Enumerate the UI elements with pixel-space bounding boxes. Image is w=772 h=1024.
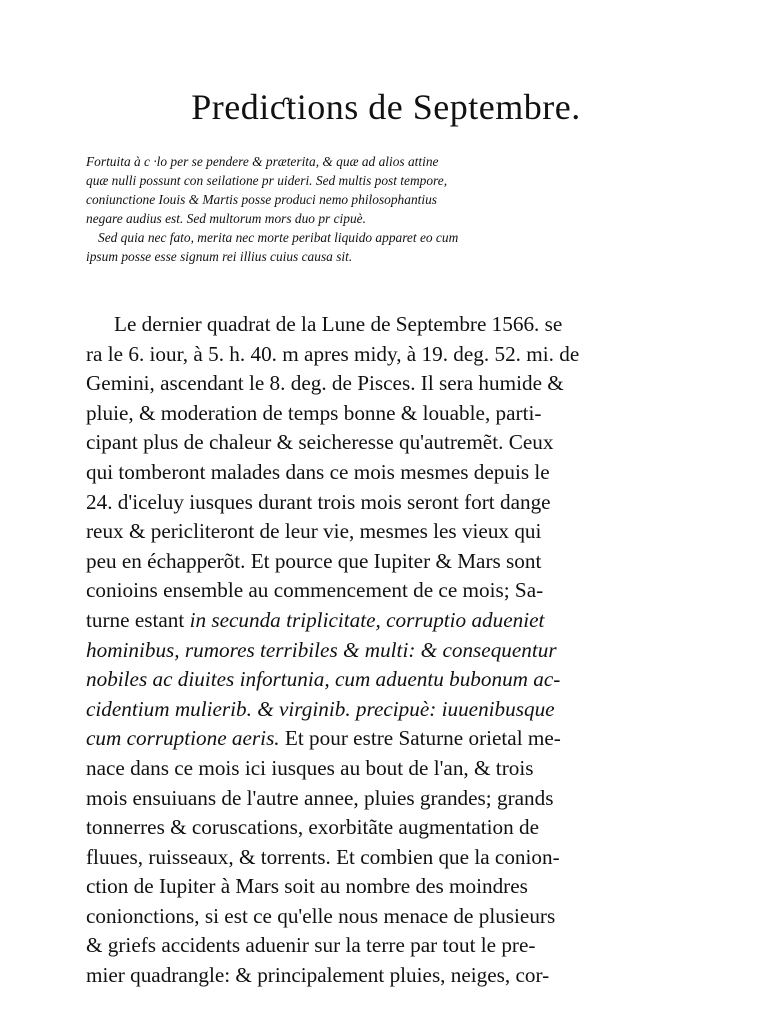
epigraph-line: negare audius est. Sed multorum mors duo pr cipuè. <box>86 210 366 226</box>
body-line <box>86 399 686 429</box>
body-line <box>86 458 686 488</box>
body-line <box>86 606 686 636</box>
roman-text: ra le 6. iour, à 5. h. 40. m apres midy, à 19. deg. 52. mi. de <box>86 341 580 366</box>
latin-epigraph <box>86 153 686 266</box>
roman-text: ction de Iupiter à Mars soit au nombre des moindres <box>86 874 528 899</box>
body-line <box>86 902 686 932</box>
body-line <box>86 695 686 725</box>
roman-text: fluues, ruisseaux, & torrents. Et combien que la conion- <box>86 844 560 869</box>
body-line <box>86 961 686 991</box>
body-line <box>86 340 686 370</box>
body-line <box>86 665 686 695</box>
roman-text: cipant plus de chaleur & seicheresse qu'autremẽt. Ceux <box>86 430 554 455</box>
roman-text: Et pour estre Saturne orietal me- <box>284 726 561 751</box>
roman-text: peu en échapperõt. Et pource que Iupiter & Mars sont <box>86 548 542 573</box>
body-line <box>86 813 686 843</box>
roman-text: qui tomberont malades dans ce mois mesmes depuis le <box>86 459 550 484</box>
page-title: Prediƈtions de Septembre. <box>191 87 581 127</box>
roman-text: mois ensuiuans de l'autre annee, pluies grandes; grands <box>86 785 554 810</box>
body-line <box>86 369 686 399</box>
body-line <box>86 636 686 666</box>
roman-text: mier quadrangle: & principalement pluies, neiges, cor- <box>86 963 550 988</box>
epigraph-line: ipsum posse esse signum rei illius cuius causa sit. <box>86 248 353 264</box>
roman-text: conioins ensemble au commencement de ce mois; Sa- <box>86 578 544 603</box>
body-line <box>86 517 686 547</box>
roman-text: tonnerres & coruscations, exorbitãte augmentation de <box>86 815 540 840</box>
epigraph-line: coniunctione Iouis & Martis posse produci nemo philosophantius <box>86 191 437 207</box>
body-line <box>86 931 686 961</box>
epigraph-line: Fortuita à c ·lo per se pendere & præterita, & quæ ad alios attine <box>86 154 439 169</box>
italic-phrase: hominibus, rumores terribiles & multi: & consequentur <box>86 637 557 662</box>
roman-text: conionctions, si est ce qu'elle nous menace de plusieurs <box>86 903 556 928</box>
roman-text: reux & pericliteront de leur vie, mesmes les vieux qui <box>86 519 542 544</box>
roman-text: turne estant <box>86 607 185 632</box>
body-line <box>86 576 686 606</box>
italic-phrase: cum corruptione aeris. <box>86 726 280 751</box>
roman-text: & griefs accidents aduenir sur la terre par tout le pre- <box>86 933 536 958</box>
italic-phrase: cidentium mulierib. & virginib. precipuè: iuuenibusque <box>86 696 555 721</box>
roman-text: pluie, & moderation de temps bonne & louable, parti- <box>86 400 542 425</box>
roman-text: Gemini, ascendant le 8. deg. de Pisces. Il sera humide & <box>86 371 564 396</box>
body-line <box>86 724 686 754</box>
roman-text: nace dans ce mois ici iusques au bout de l'an, & trois <box>86 755 534 780</box>
body-line <box>86 872 686 902</box>
roman-text: Le dernier quadrat de la Lune de Septembre 1566. se <box>114 312 563 336</box>
roman-text: 24. d'iceluy iusques durant trois mois seront fort dange <box>86 489 551 514</box>
body-line <box>86 488 686 518</box>
italic-phrase: nobiles ac diuites infortunia, cum aduentu bubonum ac- <box>86 667 561 692</box>
epigraph-line: quæ nulli possunt con seilatione pr uideri. Sed multis post tempore, <box>86 172 448 188</box>
body-line <box>86 754 686 784</box>
body-text <box>86 310 686 991</box>
italic-phrase: in secunda triplicitate, corruptio adueniet <box>189 607 545 632</box>
body-line <box>86 547 686 577</box>
body-line <box>86 428 686 458</box>
epigraph-line: Sed quia nec fato, merita nec morte peribat liquido apparet eo cum <box>98 229 459 245</box>
body-line <box>86 784 686 814</box>
body-line <box>86 310 686 340</box>
body-line <box>86 843 686 873</box>
